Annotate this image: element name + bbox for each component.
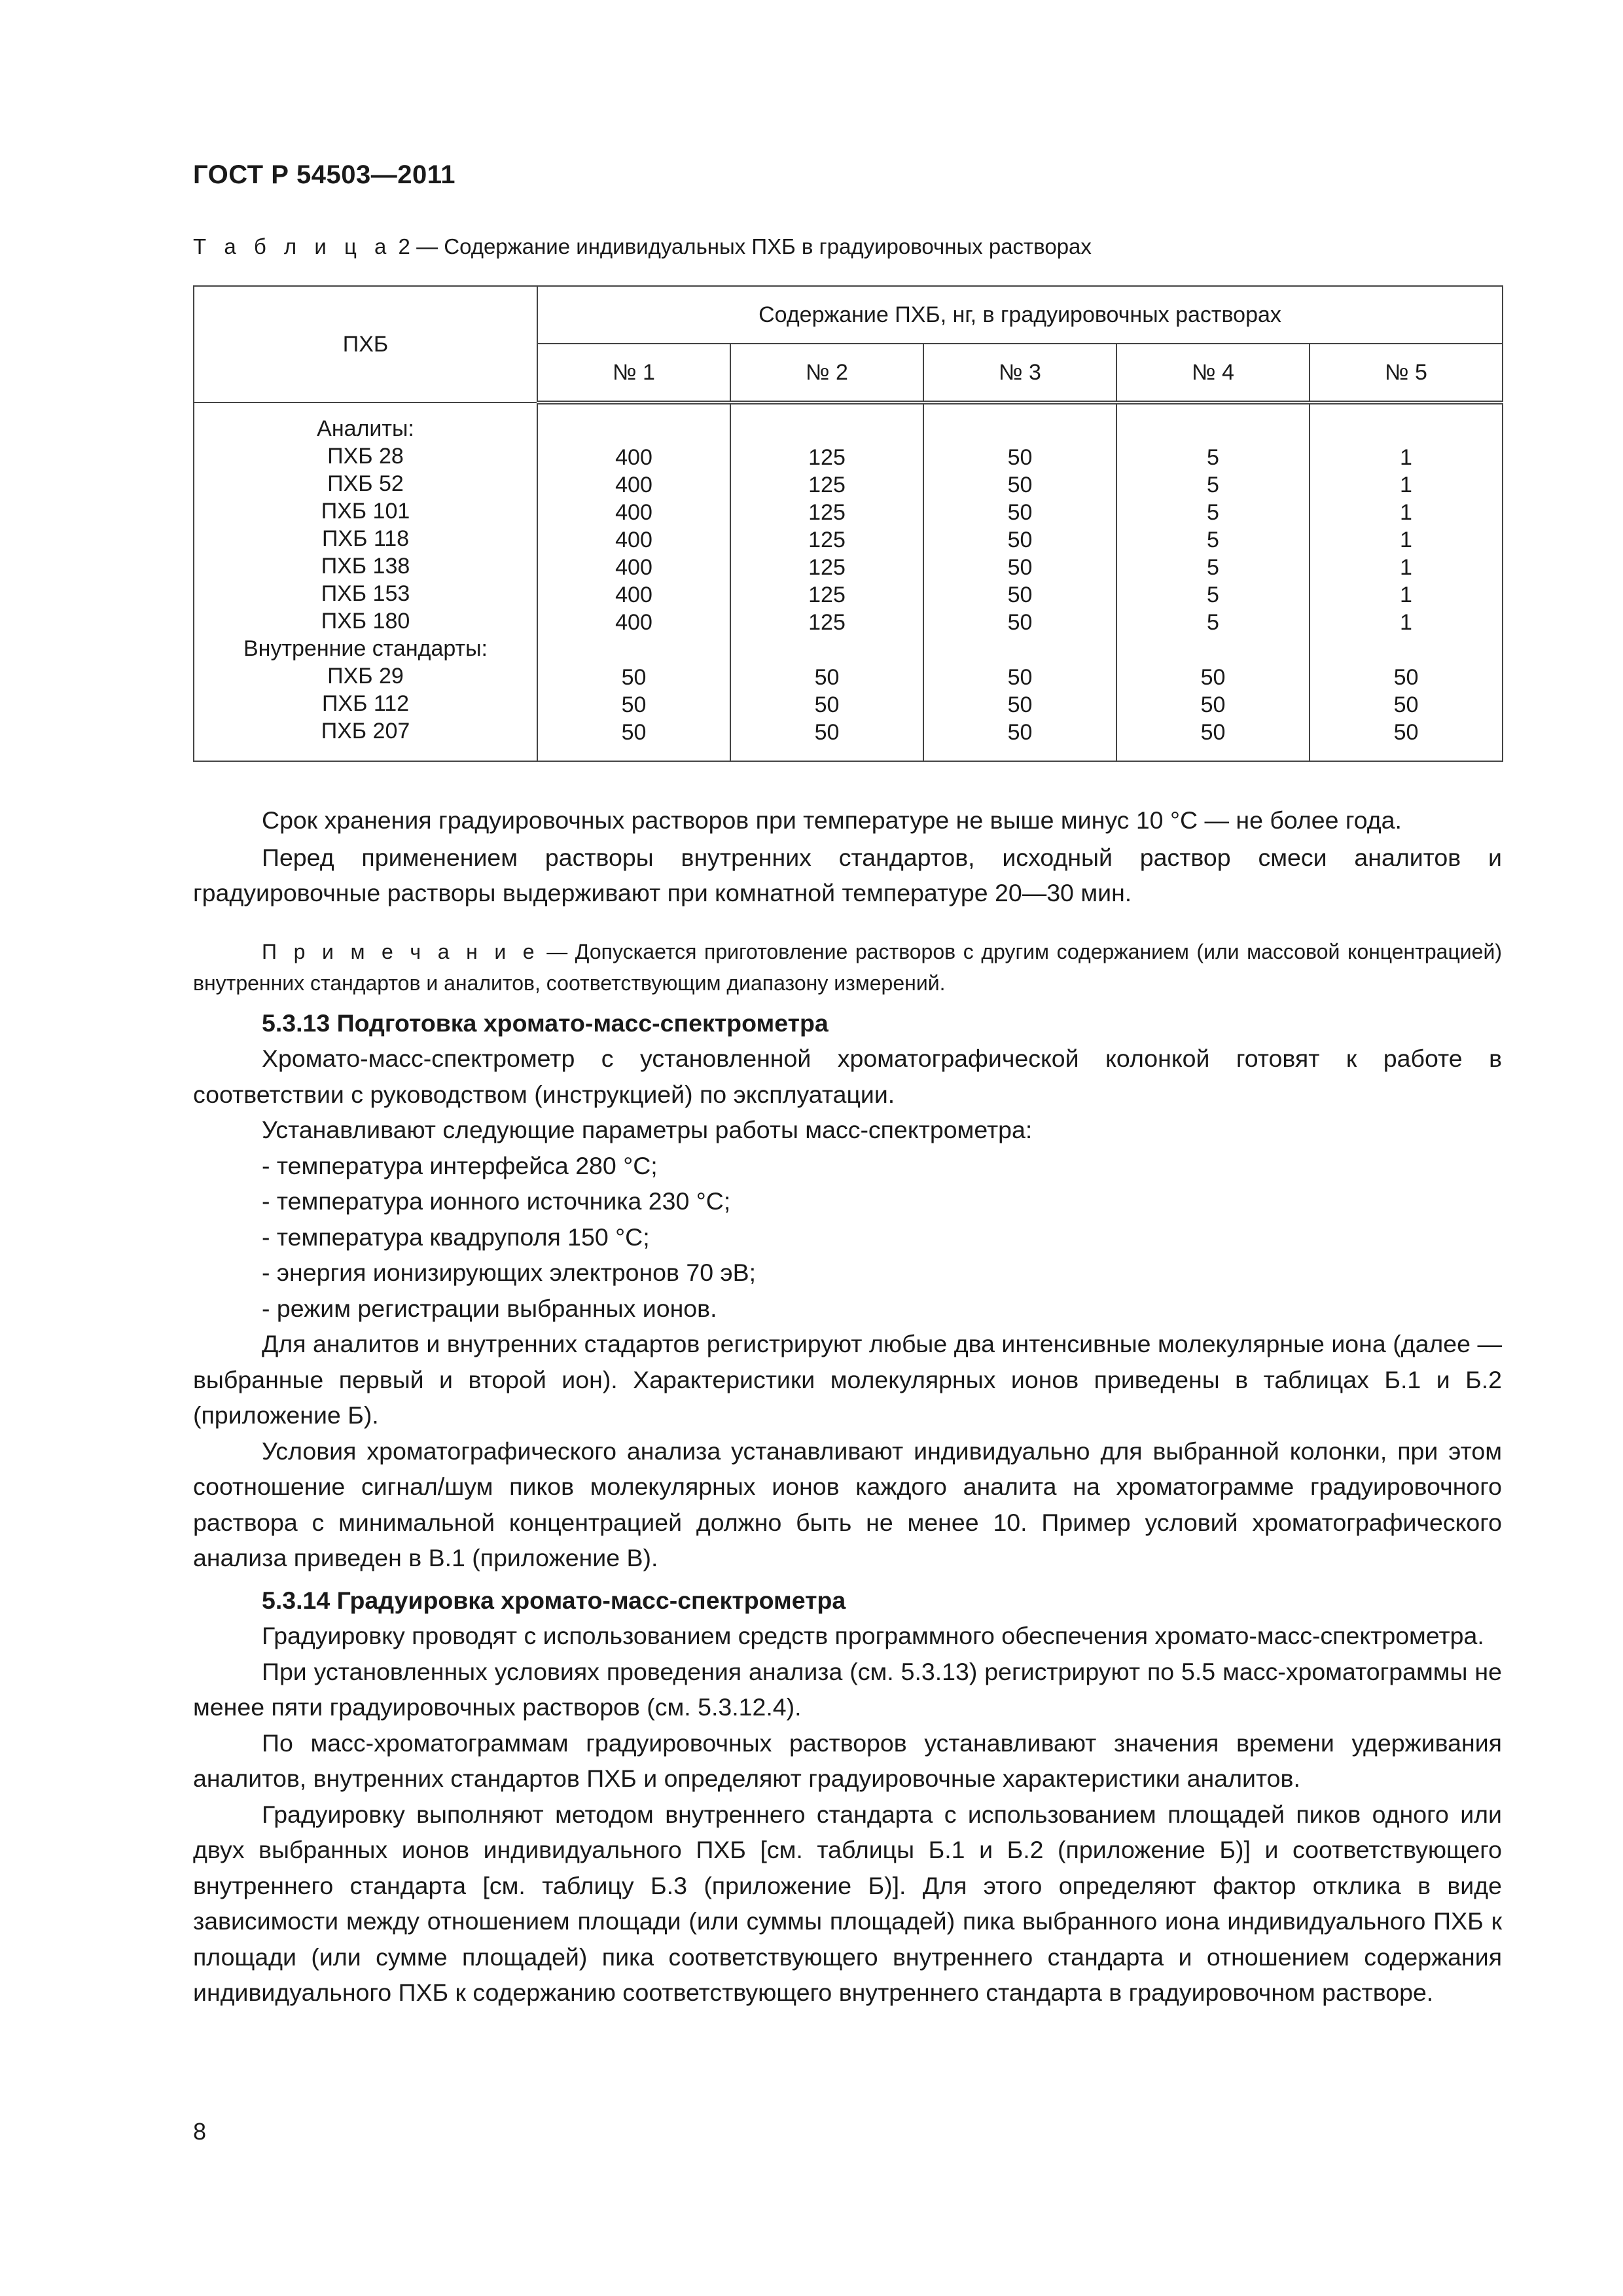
table-cell: 1 <box>1400 500 1412 525</box>
table-cell: 50 <box>1007 610 1033 635</box>
table-cell: 50 <box>1007 665 1033 690</box>
table-caption-text: 2 — Содержание индивидуальных ПХБ в градуировочных растворах <box>392 234 1092 259</box>
table-cell: 5 <box>1207 500 1219 525</box>
table-cell: 400 <box>615 583 652 607</box>
table-cell: 50 <box>621 720 647 745</box>
header-solution-4: № 4 <box>1116 344 1310 403</box>
header-content-group: Содержание ПХБ, нг, в градуировочных растворах <box>537 286 1503 344</box>
table-cell: 50 <box>1200 720 1226 745</box>
list-item: - температура ионного источника 230 °С; <box>262 1187 731 1215</box>
header-solution-5: № 5 <box>1310 344 1503 403</box>
table-body-row <box>194 403 1503 761</box>
row-label: ПХБ 118 <box>321 526 410 551</box>
table-cell: 5 <box>1207 583 1219 607</box>
table-cell <box>538 636 730 664</box>
table-cell: 400 <box>615 555 652 580</box>
row-label: ПХБ 180 <box>321 609 410 634</box>
row-label: Аналиты: <box>317 416 414 441</box>
list-item: - температура интерфейса 280 °С; <box>262 1151 658 1179</box>
table-caption-label: Т а б л и ц а <box>193 234 393 259</box>
header-solution-2: № 2 <box>730 344 923 403</box>
list-item: - температура квадруполя 150 °С; <box>262 1223 650 1251</box>
column-solution-1 <box>537 403 730 761</box>
table-caption <box>193 234 1502 259</box>
table-cell: 50 <box>814 720 840 745</box>
table-cell <box>1310 416 1502 444</box>
table-cell: 125 <box>808 583 846 607</box>
table-cell <box>538 416 730 444</box>
table-cell: 50 <box>814 665 840 690</box>
table-cell: 400 <box>615 528 652 552</box>
row-label: ПХБ 101 <box>321 499 410 524</box>
table-cell: 1 <box>1400 610 1412 635</box>
paragraph-5-3-14-2: При установленных условиях проведения анализа (см. 5.3.13) регистрируют по 5.5 масс-хроматограммы не менее пяти градуировочных растворов (см. 5.3.12.4). <box>193 1657 1502 1721</box>
paragraph-5-3-13-3: Для аналитов и внутренних стадартов регистрируют любые два интенсивные молекулярные иона (далее — выбранные первый и второй ион). Характеристики молекулярных ионов приведены в таблицах Б.1 и Б.2 (приложение Б). <box>193 1330 1502 1429</box>
table-cell: 50 <box>1007 583 1033 607</box>
table-cell: 50 <box>1007 555 1033 580</box>
table-cell: 5 <box>1207 445 1219 470</box>
table-cell: 125 <box>808 555 846 580</box>
paragraph-storage: Срок хранения градуировочных растворов при температуре не выше минус 10 °С — не более года. <box>262 806 1402 834</box>
table-cell <box>924 636 1116 664</box>
row-label: Внутренние стандарты: <box>243 636 488 661</box>
table-cell: 1 <box>1400 555 1412 580</box>
row-label: ПХБ 52 <box>327 471 404 496</box>
page-number: 8 <box>193 2118 207 2145</box>
column-solution-3 <box>923 403 1116 761</box>
document-page <box>193 160 1502 2011</box>
column-pcb-labels <box>194 403 537 761</box>
table-cell: 50 <box>1007 500 1033 525</box>
table-cell: 50 <box>1393 665 1419 690</box>
table-cell: 400 <box>615 500 652 525</box>
table-cell <box>1117 636 1309 664</box>
column-solution-5 <box>1310 403 1503 761</box>
row-label: ПХБ 153 <box>321 581 410 606</box>
header-solution-1: № 1 <box>537 344 730 403</box>
section-title-5-3-14: 5.3.14 Градуировка хромато-масс-спектрометра <box>262 1586 846 1614</box>
section-title-5-3-13: 5.3.13 Подготовка хромато-масс-спектрометра <box>262 1009 829 1037</box>
table-cell: 50 <box>621 665 647 690</box>
table-cell: 50 <box>1393 692 1419 717</box>
table-cell: 50 <box>1007 473 1033 497</box>
table-cell: 1 <box>1400 583 1412 607</box>
paragraph-conditioning: Перед применением растворы внутренних стандартов, исходный раствор смеси аналитов и градуировочные растворы выдерживают при комнатной температуре 20—30 мин. <box>193 843 1502 906</box>
table-cell: 50 <box>1007 692 1033 717</box>
note-label: П р и м е ч а н и е <box>262 939 539 963</box>
document-code: ГОСТ Р 54503—2011 <box>193 160 455 189</box>
table-cell: 5 <box>1207 473 1219 497</box>
table-cell: 1 <box>1400 528 1412 552</box>
list-item: - энергия ионизирующих электронов 70 эВ; <box>262 1259 757 1286</box>
table-cell: 50 <box>1200 665 1226 690</box>
body-text <box>193 802 1502 2011</box>
paragraph-5-3-14-3: По масс-хроматограммам градуировочных растворов устанавливают значения времени удерживания аналитов, внутренних стандартов ПХБ и определяют градуировочные характеристики аналитов. <box>193 1729 1502 1792</box>
row-label: ПХБ 112 <box>321 691 410 716</box>
paragraph-5-3-14-4: Градуировку выполняют методом внутреннего стандарта с использованием площадей пиков одного или двух выбранных ионов индивидуального ПХБ [см. таблицы Б.1 и Б.2 (приложение Б)] и соответствующего внутреннего стандарта [см. таблицу Б.3 (приложение Б)]. Для этого определяют фактор отклика в виде зависимости между отношением площади (или суммы площадей) пика выбранного иона индивидуального ПХБ к площади (или сумме площадей) пика соответствующего внутреннего стандарта и отношением содержания индивидуального ПХБ к содержанию соответствующего внутреннего стандарта в градуировочном растворе. <box>193 1800 1502 2006</box>
table-cell: 50 <box>1007 720 1033 745</box>
row-label: ПХБ 207 <box>321 719 410 744</box>
calibration-table <box>193 285 1503 762</box>
table-cell <box>731 416 923 444</box>
paragraph-5-3-13-4: Условия хроматографического анализа устанавливают индивидуально для выбранной колонки, при этом соотношение сигнал/шум пиков молекулярных ионов каждого аналита на хроматограмме градуировочного раствора с минимальной концентрацией должно быть не менее 10. Пример условий хроматографического анализа приведен в В.1 (приложение В). <box>193 1437 1502 1571</box>
note <box>193 936 1502 999</box>
table-cell: 1 <box>1400 445 1412 470</box>
table-cell <box>1117 416 1309 444</box>
table-cell: 125 <box>808 610 846 635</box>
paragraph-5-3-13-2: Устанавливают следующие параметры работы масс-спектрометра: <box>262 1116 1033 1143</box>
row-label: ПХБ 29 <box>327 664 404 689</box>
table-cell: 50 <box>1007 528 1033 552</box>
table-cell: 50 <box>1200 692 1226 717</box>
column-solution-4 <box>1116 403 1310 761</box>
table-cell: 125 <box>808 445 846 470</box>
table-cell: 50 <box>814 692 840 717</box>
paragraph-5-3-14-1: Градуировку проводят с использованием средств программного обеспечения хромато-масс-спектрометра. <box>262 1622 1484 1649</box>
header-solution-3: № 3 <box>923 344 1116 403</box>
table-cell: 400 <box>615 445 652 470</box>
table-cell: 400 <box>615 473 652 497</box>
header-pcb: ПХБ <box>194 286 537 403</box>
row-label: ПХБ 138 <box>321 554 410 579</box>
table-cell <box>924 416 1116 444</box>
table-cell: 5 <box>1207 555 1219 580</box>
table-cell: 5 <box>1207 528 1219 552</box>
table-cell <box>1310 636 1502 664</box>
table-cell: 125 <box>808 528 846 552</box>
note-text: — Допускается приготовление растворов с другим содержанием (или массовой концентрацией) внутренних стандартов и аналитов, соответствующим диапазону измерений. <box>193 939 1503 995</box>
table-cell: 125 <box>808 473 846 497</box>
table-cell: 50 <box>1393 720 1419 745</box>
table-cell: 5 <box>1207 610 1219 635</box>
table-cell: 1 <box>1400 473 1412 497</box>
table-cell: 400 <box>615 610 652 635</box>
row-label: ПХБ 28 <box>327 444 404 469</box>
table-cell: 125 <box>808 500 846 525</box>
list-item: - режим регистрации выбранных ионов. <box>262 1294 717 1322</box>
column-solution-2 <box>730 403 923 761</box>
table-cell <box>731 636 923 664</box>
paragraph-5-3-13-1: Хромато-масс-спектрометр с установленной хроматографической колонкой готовят к работе в соответствии с руководством (инструкцией) по эксплуатации. <box>193 1045 1502 1108</box>
table-cell: 50 <box>621 692 647 717</box>
table-cell: 50 <box>1007 445 1033 470</box>
